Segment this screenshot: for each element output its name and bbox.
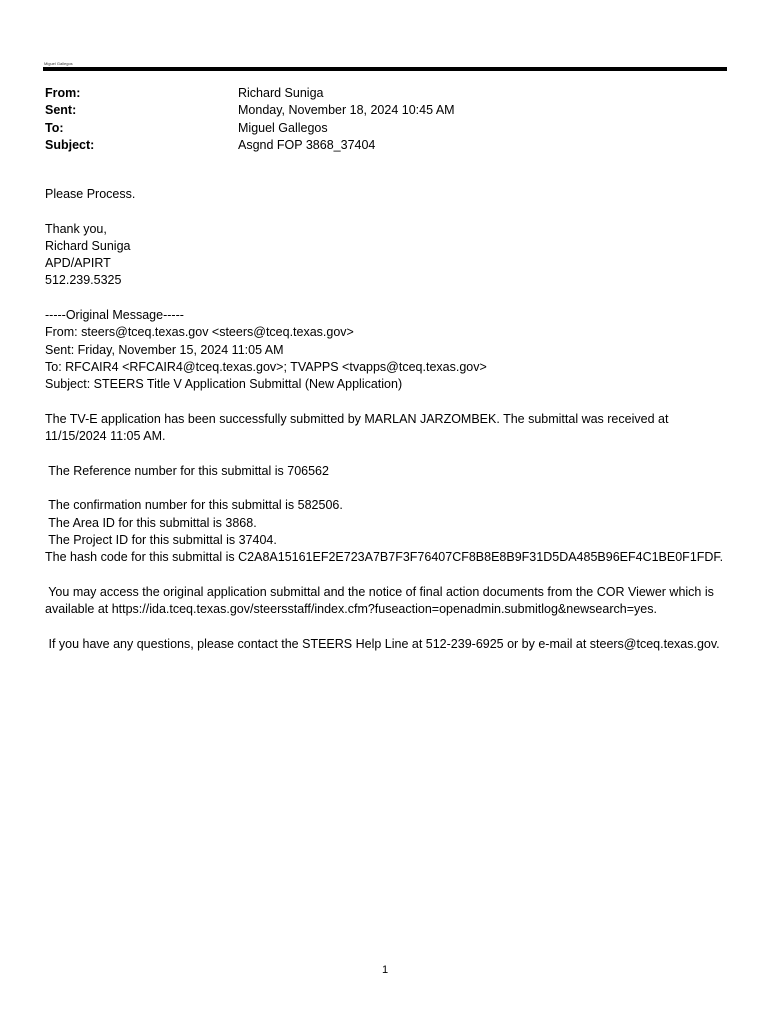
- original-subject: Subject: STEERS Title V Application Submittal (New Application): [45, 377, 403, 392]
- reference-number: The Reference number for this submittal is 706562: [45, 463, 329, 478]
- area-id: The Area ID for this submittal is 3868.: [45, 515, 257, 530]
- sent-label: Sent:: [45, 103, 77, 118]
- to-row: [45, 120, 685, 137]
- hash-code: The hash code for this submittal is C2A8A15161EF2E723A7B7F3F76407CF8B8E8B9F31D5DA485B96EF4C1BE0F1FDF.: [45, 550, 724, 565]
- email-header: [45, 85, 685, 154]
- to-value: Miguel Gallegos: [238, 120, 328, 135]
- access-paragraph-line: You may access the original application submittal and the notice of final action documents from the COR Viewer which is: [45, 584, 714, 599]
- sent-value: Monday, November 18, 2024 10:45 AM: [238, 103, 455, 118]
- thanks: Thank you,: [45, 221, 107, 236]
- subject-value: Asgnd FOP 3868_37404: [238, 137, 376, 152]
- header-rule: [43, 67, 727, 71]
- original-sent: Sent: Friday, November 15, 2024 11:05 AM: [45, 342, 284, 357]
- spacer: [45, 618, 735, 635]
- submittal-paragraph-line: The TV-E application has been successfully submitted by MARLAN JARZOMBEK. The submittal was received at: [45, 411, 669, 426]
- document-owner-name: Miguel Gallegos: [44, 61, 73, 66]
- page-number: 1: [381, 964, 389, 976]
- spacer: [45, 203, 735, 220]
- spacer: [45, 445, 735, 462]
- confirmation-number: The confirmation number for this submittal is 582506.: [45, 498, 343, 513]
- sent-row: [45, 102, 685, 119]
- from-row: [45, 85, 685, 102]
- original-from: From: steers@tceq.texas.gov <steers@tceq.texas.gov>: [45, 325, 354, 340]
- original-message-header: -----Original Message-----: [45, 308, 184, 323]
- spacer: [45, 290, 735, 307]
- greeting: Please Process.: [45, 187, 136, 201]
- from-label: From:: [45, 86, 81, 100]
- spacer: [45, 567, 735, 584]
- signature-dept: APD/APIRT: [45, 256, 111, 271]
- spacer: [45, 480, 735, 497]
- signature-phone: 512.239.5325: [45, 273, 122, 288]
- access-paragraph-line: available at https://ida.tceq.texas.gov/steersstaff/index.cfm?fuseaction=openadmin.submitlog&newsearch=yes.: [45, 602, 657, 617]
- email-body: [45, 186, 735, 653]
- questions-line: If you have any questions, please contact the STEERS Help Line at 512-239-6925 or by e-mail at steers@tceq.texas.gov.: [45, 636, 720, 651]
- from-value: Richard Suniga: [238, 86, 324, 100]
- original-to: To: RFCAIR4 <RFCAIR4@tceq.texas.gov>; TVAPPS <tvapps@tceq.texas.gov>: [45, 359, 487, 374]
- submittal-paragraph-line: 11/15/2024 11:05 AM.: [45, 429, 166, 444]
- signature-name: Richard Suniga: [45, 238, 131, 253]
- subject-label: Subject:: [45, 137, 95, 152]
- spacer: [45, 394, 735, 411]
- subject-row: [45, 137, 685, 154]
- project-id: The Project ID for this submittal is 37404.: [45, 532, 277, 547]
- to-label: To:: [45, 120, 64, 135]
